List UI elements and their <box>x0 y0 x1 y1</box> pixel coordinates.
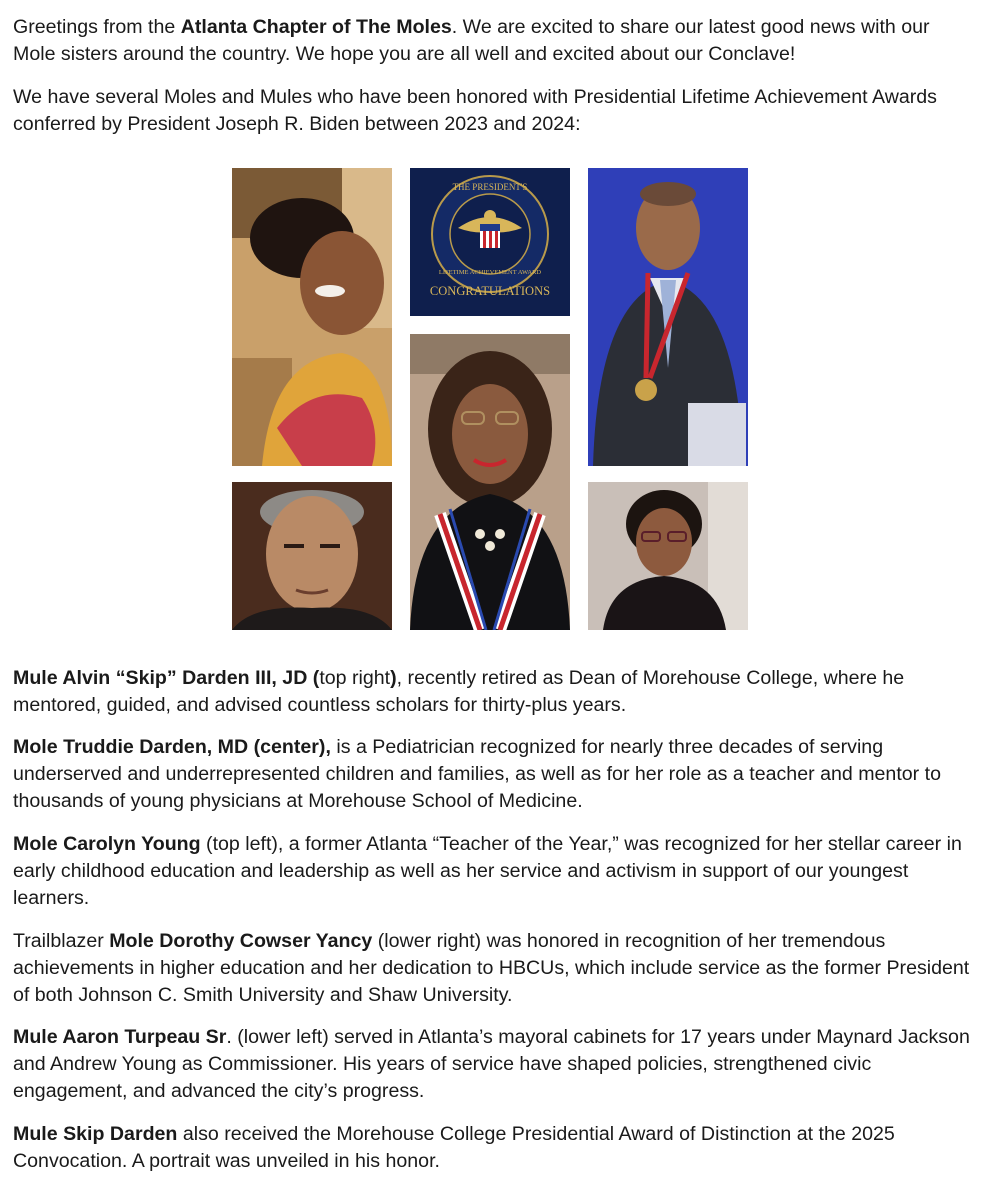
seal-caption: CONGRATULATIONS <box>429 284 551 298</box>
photo-dorothy-yancy <box>588 482 748 630</box>
honoree-carolyn-young: Mole Carolyn Young (top left), a former Atlanta “Teacher of the Year,” was recognized for her stellar career in early childhood education and leadership as well as her service and activism in support of our youngest learners. <box>13 833 962 909</box>
intro-greeting: Greetings from the Atlanta Chapter of The Moles. We are excited to share our latest good news with our Mole sisters around the country. We hope you are all well and excited about our Conclave! <box>13 16 930 65</box>
seal-arc-top: THE PRESIDENT'S <box>452 182 528 192</box>
honoree-skip-darden: Mule Skip Darden also received the Morehouse College Presidential Award of Distinction at the 2025 Convocation. A portrait was unveiled in his honor. <box>13 1123 895 1172</box>
honoree-truddie-darden: Mole Truddie Darden, MD (center), is a Pediatrician recognized for nearly three decades of serving underserved and underrepresented children and families, as well as for her role as a teacher and mentor to thousands of young physicians at Morehouse School of Medicine. <box>13 736 941 812</box>
honoree-alvin-darden: Mule Alvin “Skip” Darden III, JD (top right), recently retired as Dean of Morehouse College, where he mentored, guided, and advised countless scholars for thirty-plus years. <box>13 667 905 716</box>
photo-carolyn-young <box>232 168 392 466</box>
photo-award-seal <box>410 168 570 316</box>
honoree-dorothy-yancy: Trailblazer Mole Dorothy Cowser Yancy (lower right) was honored in recognition of her tremendous achievements in higher education and her dedication to HBCUs, which include service as the former President of both Johnson C. Smith University and Shaw University. <box>13 930 970 1006</box>
photo-truddie-darden <box>410 334 570 630</box>
chapter-name: Atlanta Chapter of The Moles <box>180 16 452 38</box>
seal-arc-bottom: LIFETIME ACHIEVEMENT AWARD <box>438 269 542 276</box>
photo-aaron-turpeau <box>232 482 392 630</box>
intro-awards: We have several Moles and Mules who have been honored with Presidential Lifetime Achievement Awards conferred by President Joseph R. Biden between 2023 and 2024: <box>13 86 937 135</box>
photo-alvin-darden <box>588 168 748 466</box>
honoree-aaron-turpeau: Mule Aaron Turpeau Sr. (lower left) served in Atlanta’s mayoral cabinets for 17 years under Maynard Jackson and Andrew Young as Commissioner. His years of service have shaped policies, strengthened civic engagement, and advanced the city’s progress. <box>13 1026 970 1102</box>
